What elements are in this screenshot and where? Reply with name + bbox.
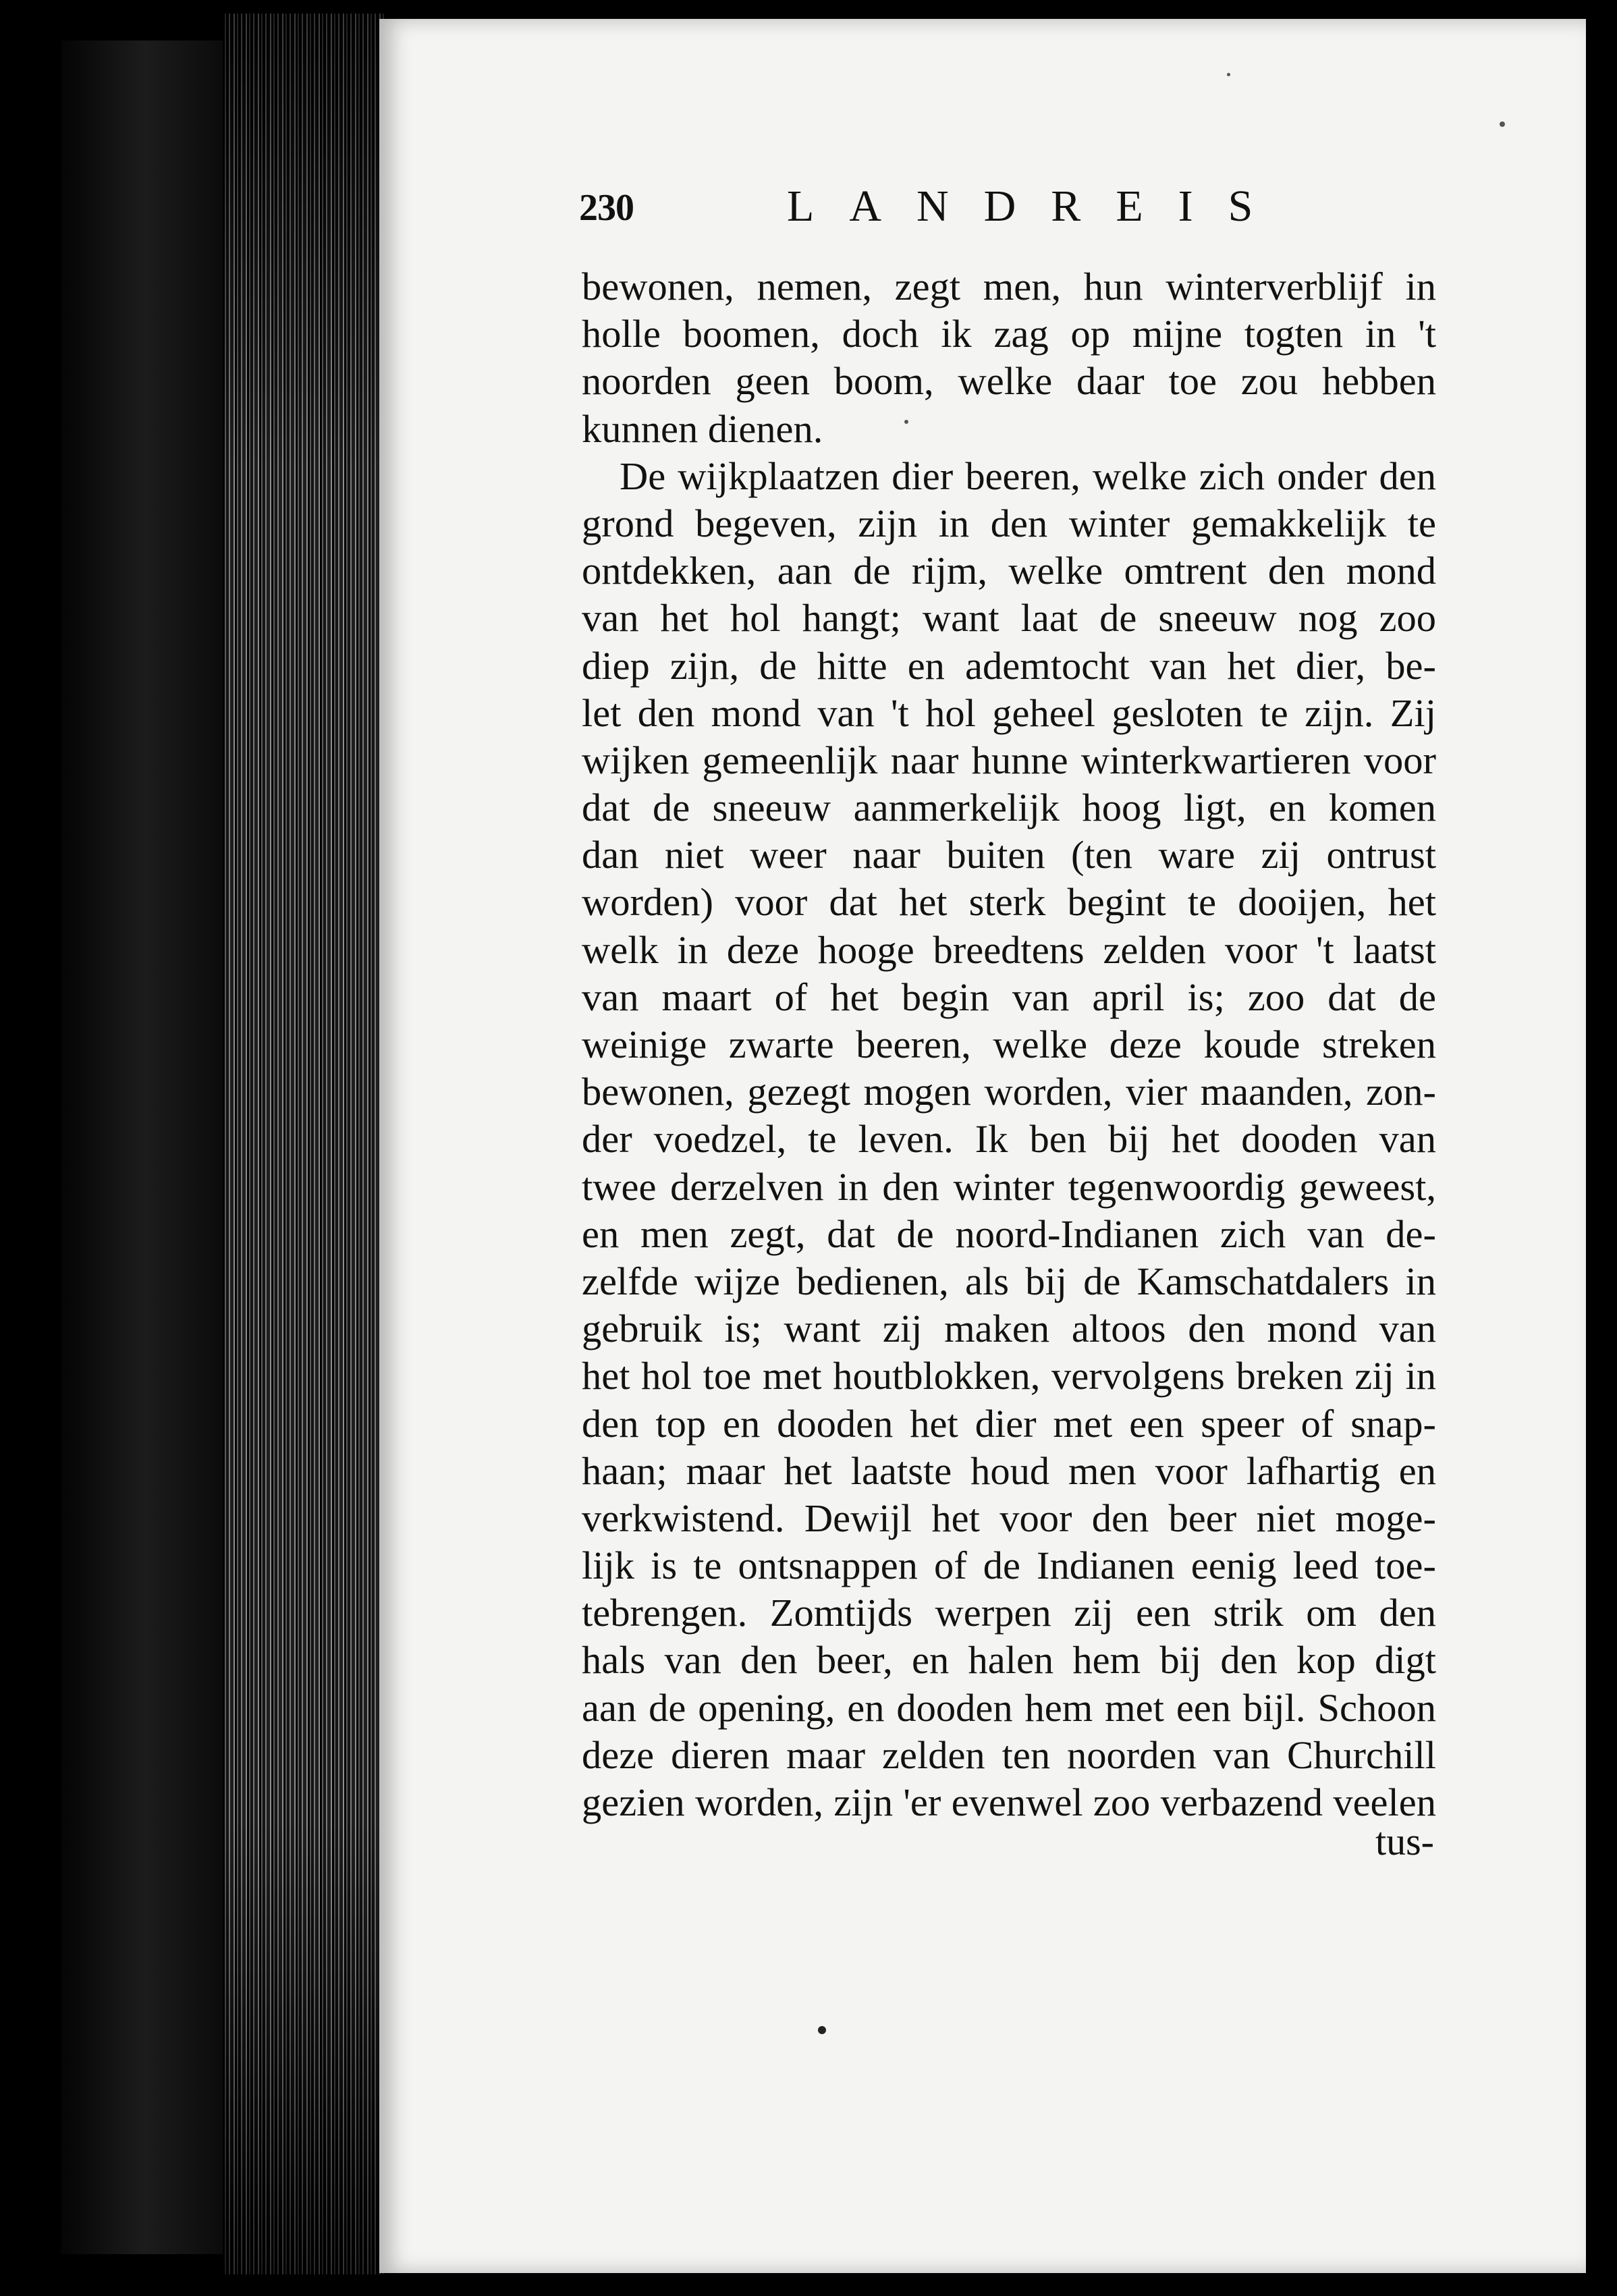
text-line: gezien worden, zijn 'er evenwel zoo verbazend veelen: [582, 1780, 1436, 1824]
text-line: twee derzelven in den winter tegenwoordig geweest,: [582, 1164, 1436, 1209]
body-text: [582, 263, 1436, 1826]
book-page-edges: [223, 13, 385, 2274]
text-line: den top en dooden het dier met een speer of snap-: [582, 1401, 1436, 1446]
text-line: bewonen, nemen, zegt men, hun winterverblijf in: [582, 265, 1436, 308]
ink-speck: [1500, 121, 1505, 127]
text-line: van maart of het begin van april is; zoo dat de: [582, 975, 1436, 1019]
text-line: lijk is te ontsnappen of de Indianen eenig leed toe-: [582, 1543, 1436, 1588]
text-line: De wijkplaatzen dier beeren, welke zich onder den: [620, 454, 1436, 498]
text-line: dat de sneeuw aanmerkelijk hoog ligt, en komen: [582, 786, 1436, 830]
ink-speck: [904, 420, 908, 424]
text-line: deze dieren maar zelden ten noorden van Churchill: [582, 1732, 1436, 1777]
text-line: aan de opening, en dooden hem met een bijl. Schoon: [582, 1685, 1436, 1730]
page-number: 230: [579, 187, 634, 229]
text-line: welk in deze hooge breedtens zelden voor 't laatst: [582, 927, 1436, 972]
text-line: bewonen, gezegt mogen worden, vier maanden, zon-: [582, 1070, 1436, 1114]
text-line: verkwistend. Dewijl het voor den beer niet moge-: [582, 1496, 1436, 1540]
catchword: tus-: [1375, 1820, 1434, 1863]
text-line: grond begeven, zijn in den winter gemakkelijk te: [582, 501, 1436, 545]
running-title: LANDREIS: [787, 182, 1288, 231]
text-line: tebrengen. Zomtijds werpen zij een strik om den: [582, 1591, 1436, 1635]
text-line: der voedzel, te leven. Ik ben bij het dooden van: [582, 1117, 1436, 1161]
text-line: zelfde wijze bedienen, als bij de Kamschatdalers in: [582, 1259, 1436, 1303]
text-line: noorden geen boom, welke daar toe zou hebben: [582, 359, 1436, 404]
text-line: holle boomen, doch ik zag op mijne togten in 't: [582, 312, 1436, 356]
ink-speck: [1227, 73, 1230, 76]
text-line: wijken gemeenlijk naar hunne winterkwartieren voor: [582, 738, 1436, 782]
text-line: gebruik is; want zij maken altoos den mond van: [582, 1307, 1436, 1351]
text-line: hals van den beer, en halen hem bij den kop digt: [582, 1638, 1436, 1683]
text-line: dan niet weer naar buiten (ten ware zij ontrust: [582, 833, 1436, 877]
text-line: kunnen dienen.: [582, 406, 823, 451]
text-line: het hol toe met houtblokken, vervolgens breken zij in: [582, 1354, 1436, 1398]
text-line: haan; maar het laatste houd men voor lafhartig en: [582, 1448, 1436, 1493]
text-line: en men zegt, dat de noord-Indianen zich van de-: [582, 1211, 1436, 1256]
text-line: diep zijn, de hitte en ademtocht van het dier, be-: [582, 643, 1436, 688]
text-line: van het hol hangt; want laat de sneeuw nog zoo: [582, 596, 1436, 640]
ink-dot: [818, 2026, 826, 2034]
text-line: weinige zwarte beeren, welke deze koude streken: [582, 1022, 1436, 1066]
gutter-shadow: [61, 40, 229, 2254]
text-line: worden) voor dat het sterk begint te dooijen, het: [582, 880, 1436, 925]
right-border: [1586, 0, 1617, 2296]
text-line: ontdekken, aan de rijm, welke omtrent den mond: [582, 549, 1436, 593]
text-line: let den mond van 't hol geheel gesloten te zijn. Zij: [582, 690, 1436, 735]
page-header: [579, 181, 1416, 242]
